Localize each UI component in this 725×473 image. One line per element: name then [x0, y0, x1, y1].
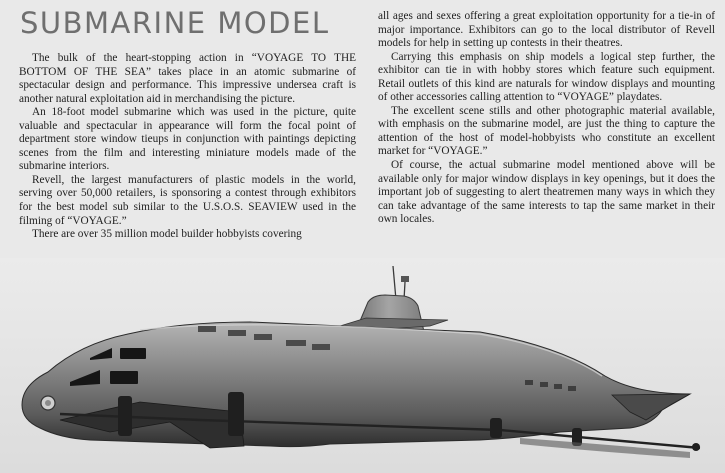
paragraph: There are over 35 million model builder hobbyists covering — [32, 228, 302, 241]
paragraph: An 18-foot model submarine which was used in the picture, quite valuable and spectacular in appearance will form the focal point of department store window tieups in conjunction with paintings depicting scenes from the film and interesting miniature models made of the submarine interiors. — [19, 106, 356, 173]
paragraph: Revell, the largest manufacturers of plastic models in the world, serving over 50,000 retailers, is sponsoring a contest through exhibitors for the best model sub similar to the U.S.O.S. SEAVIEW used in the filming of “VOYAGE.” — [19, 173, 356, 227]
paragraph: The excellent scene stills and other photographic material available, with emphasis on the submarine model, are just the thing to capture the attention of the host of model-hobbyists who constitute an excellent market for “VOYAGE.” — [378, 104, 715, 158]
paragraph: all ages and sexes offering a great exploitation opportunity for a tie-in of major importance. Exhibitors can go to the local distributor of Revell models for help in setting up contests in their theatres. — [378, 10, 715, 50]
submarine-model-photo — [0, 258, 725, 473]
paragraph: Carrying this emphasis on ship models a logical step further, the exhibitor can tie in with hobby stores which feature such equipment. Retail outlets of this kind are naturals for window displays and mounting of other accessories calling attention to “VOYAGE” playdates. — [378, 50, 715, 104]
article-title: SUBMARINE MODEL — [20, 6, 330, 40]
paragraph: The bulk of the heart-stopping action in “VOYAGE TO THE BOTTOM OF THE SEA” takes place in an atomic submarine of spectacular design and performance. This impressive undersea craft is another natural exploitation aid in merchandising the picture. — [19, 52, 356, 105]
paragraph: Of course, the actual submarine model mentioned above will be available only for major window displays in key openings, but it does the important job of suggesting to alert theatremen many ways in which they can take advantage of the same interests to tap the same market in their own locales. — [378, 159, 715, 226]
right-text-column — [378, 10, 715, 227]
left-text-column — [19, 52, 356, 242]
